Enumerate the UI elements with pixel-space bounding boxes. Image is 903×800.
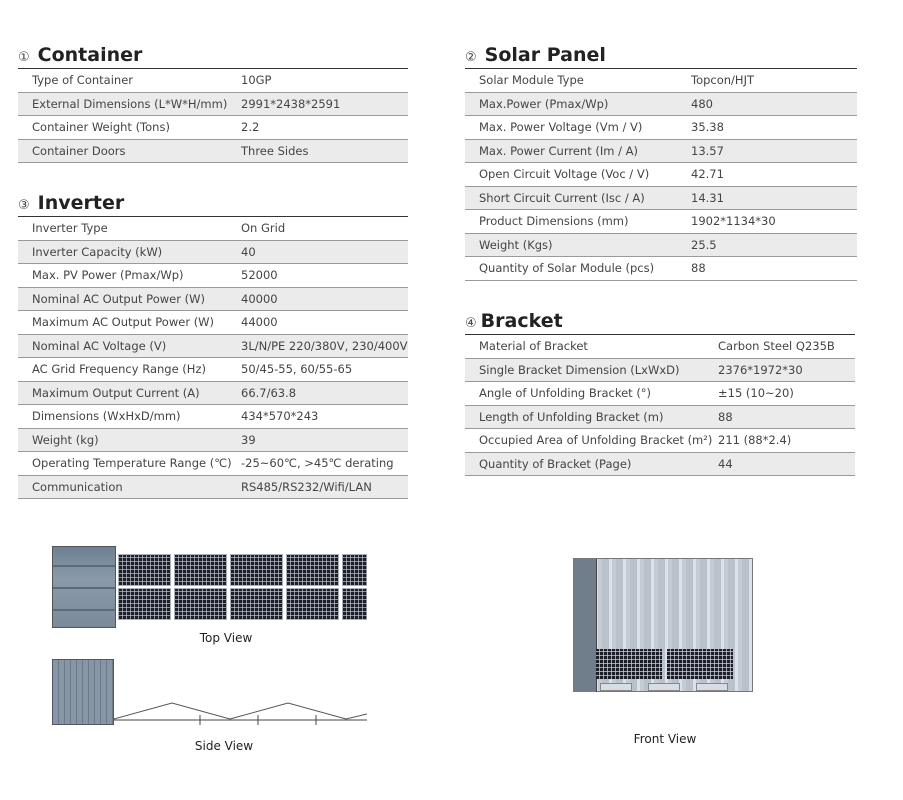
spec-label: Open Circuit Voltage (Voc / V) — [465, 163, 691, 187]
spec-row — [18, 428, 408, 452]
solar-panel-tile — [174, 588, 227, 620]
section-title: Bracket — [480, 310, 563, 332]
spec-value: -25~60℃, >45℃ derating — [241, 452, 408, 476]
spec-label: Maximum Output Current (A) — [18, 381, 241, 405]
top-view-caption: Top View — [199, 631, 253, 645]
spec-value: 35.38 — [691, 116, 857, 140]
solar-panel-tile — [342, 554, 367, 586]
spec-label: Max. Power Voltage (Vm / V) — [465, 116, 691, 140]
spec-row — [465, 452, 855, 476]
spec-value: Three Sides — [241, 139, 408, 163]
spec-row — [18, 92, 408, 116]
section-number: ① — [18, 50, 30, 65]
spec-label: Weight (Kgs) — [465, 233, 691, 257]
spec-label: Solar Module Type — [465, 69, 691, 93]
spec-value: 1902*1134*30 — [691, 210, 857, 234]
solar-panel-section — [465, 44, 857, 281]
front-view-image — [573, 558, 753, 692]
front-solar-panel — [667, 649, 733, 679]
spec-label: Product Dimensions (mm) — [465, 210, 691, 234]
spec-row — [18, 381, 408, 405]
spec-label: Maximum AC Output Power (W) — [18, 311, 241, 335]
container-header — [18, 44, 408, 66]
bracket-section — [465, 310, 855, 476]
spec-row — [18, 358, 408, 382]
spec-label: Quantity of Solar Module (pcs) — [465, 257, 691, 281]
spec-value: RS485/RS232/Wifi/LAN — [241, 475, 408, 499]
spec-value: 2376*1972*30 — [718, 358, 855, 382]
solar-panel-tile — [342, 588, 367, 620]
spec-row — [465, 139, 857, 163]
spec-value: 211 (88*2.4) — [718, 429, 855, 453]
spec-row — [465, 382, 855, 406]
spec-row — [18, 311, 408, 335]
spec-label: Dimensions (WxHxD/mm) — [18, 405, 241, 429]
section-number: ③ — [18, 198, 30, 213]
spec-label: Nominal AC Output Power (W) — [18, 287, 241, 311]
solar-panel-tile — [286, 554, 339, 586]
spec-value: 52000 — [241, 264, 408, 288]
section-number: ② — [465, 50, 477, 65]
solar-panel-header — [465, 44, 857, 66]
section-title: Inverter — [37, 192, 125, 214]
spec-value: 2991*2438*2591 — [241, 92, 408, 116]
spec-value: 2.2 — [241, 116, 408, 140]
solar-panel-tile — [118, 554, 171, 586]
solar-panel-tile — [286, 588, 339, 620]
spec-row — [18, 405, 408, 429]
spec-label: Inverter Capacity (kW) — [18, 240, 241, 264]
spec-label: Short Circuit Current (Isc / A) — [465, 186, 691, 210]
spec-value: 480 — [691, 92, 857, 116]
spec-row — [465, 116, 857, 140]
spec-row — [18, 287, 408, 311]
spec-value: 10GP — [241, 69, 408, 93]
spec-label: Single Bracket Dimension (LxWxD) — [465, 358, 718, 382]
spec-row — [465, 257, 857, 281]
spec-value: 44000 — [241, 311, 408, 335]
container-door — [574, 559, 597, 692]
inverter-section — [18, 192, 408, 499]
spec-row — [18, 240, 408, 264]
spec-label: Container Doors — [18, 139, 241, 163]
spec-value: 434*570*243 — [241, 405, 408, 429]
spec-row — [465, 233, 857, 257]
solar-panel-tile — [174, 554, 227, 586]
solar-panel-spec-table — [465, 68, 857, 281]
spec-label: External Dimensions (L*W*H/mm) — [18, 92, 241, 116]
spec-row — [465, 186, 857, 210]
spec-value: 39 — [241, 428, 408, 452]
spec-label: Max. Power Current (Im / A) — [465, 139, 691, 163]
spec-value: Topcon/HJT — [691, 69, 857, 93]
spec-label: Angle of Unfolding Bracket (°) — [465, 382, 718, 406]
bracket-header — [465, 310, 855, 332]
spec-value: 88 — [691, 257, 857, 281]
spec-label: Nominal AC Voltage (V) — [18, 334, 241, 358]
spec-value: 13.57 — [691, 139, 857, 163]
spec-label: Quantity of Bracket (Page) — [465, 452, 718, 476]
container-top-shape — [52, 546, 116, 628]
spec-value: 88 — [718, 405, 855, 429]
spec-row — [465, 405, 855, 429]
spec-row — [18, 334, 408, 358]
spec-value: 66.7/63.8 — [241, 381, 408, 405]
spec-value: 50/45-55, 60/55-65 — [241, 358, 408, 382]
spec-label: Type of Container — [18, 69, 241, 93]
spec-row — [18, 264, 408, 288]
spec-row — [18, 69, 408, 93]
spec-row — [18, 452, 408, 476]
spec-row — [465, 163, 857, 187]
front-solar-panel — [596, 649, 662, 679]
section-number: ④ — [465, 316, 477, 331]
spec-value: 25.5 — [691, 233, 857, 257]
container-front-shape — [573, 558, 753, 692]
spec-row — [465, 69, 857, 93]
side-view-caption: Side View — [194, 739, 254, 753]
section-title: Container — [37, 44, 143, 66]
solar-panel-tile — [230, 554, 283, 586]
spec-row — [465, 358, 855, 382]
spec-label: Max. PV Power (Pmax/Wp) — [18, 264, 241, 288]
spec-value: 42.71 — [691, 163, 857, 187]
spec-label: Operating Temperature Range (℃) — [18, 452, 241, 476]
solar-panel-tile — [118, 588, 171, 620]
side-view-image — [52, 659, 367, 727]
spec-label: AC Grid Frequency Range (Hz) — [18, 358, 241, 382]
spec-label: Container Weight (Tons) — [18, 116, 241, 140]
spec-row — [18, 139, 408, 163]
spec-value: 40 — [241, 240, 408, 264]
spec-row — [465, 335, 855, 359]
spec-value: 44 — [718, 452, 855, 476]
bracket-profile-drawing — [52, 659, 367, 727]
spec-row — [465, 429, 855, 453]
inverter-header — [18, 192, 408, 214]
spec-label: Inverter Type — [18, 217, 241, 241]
front-view-caption: Front View — [633, 732, 697, 746]
spec-row — [465, 92, 857, 116]
solar-panel-tile — [230, 588, 283, 620]
spec-row — [18, 217, 408, 241]
bracket-spec-table — [465, 334, 855, 476]
spec-row — [18, 475, 408, 499]
spec-value: On Grid — [241, 217, 408, 241]
section-title: Solar Panel — [484, 44, 606, 66]
spec-value: 14.31 — [691, 186, 857, 210]
spec-label: Material of Bracket — [465, 335, 718, 359]
spec-label: Communication — [18, 475, 241, 499]
spec-value: 3L/N/PE 220/380V, 230/400V — [241, 334, 408, 358]
spec-value: Carbon Steel Q235B — [718, 335, 855, 359]
spec-label: Length of Unfolding Bracket (m) — [465, 405, 718, 429]
spec-label: Occupied Area of Unfolding Bracket (m²) — [465, 429, 718, 453]
top-view-image — [52, 546, 367, 630]
spec-label: Max.Power (Pmax/Wp) — [465, 92, 691, 116]
inverter-spec-table — [18, 216, 408, 499]
spec-row — [465, 210, 857, 234]
spec-value: 40000 — [241, 287, 408, 311]
spec-label: Weight (kg) — [18, 428, 241, 452]
container-spec-table — [18, 68, 408, 163]
spec-value: ±15 (10~20) — [718, 382, 855, 406]
spec-row — [18, 116, 408, 140]
container-section — [18, 44, 408, 163]
